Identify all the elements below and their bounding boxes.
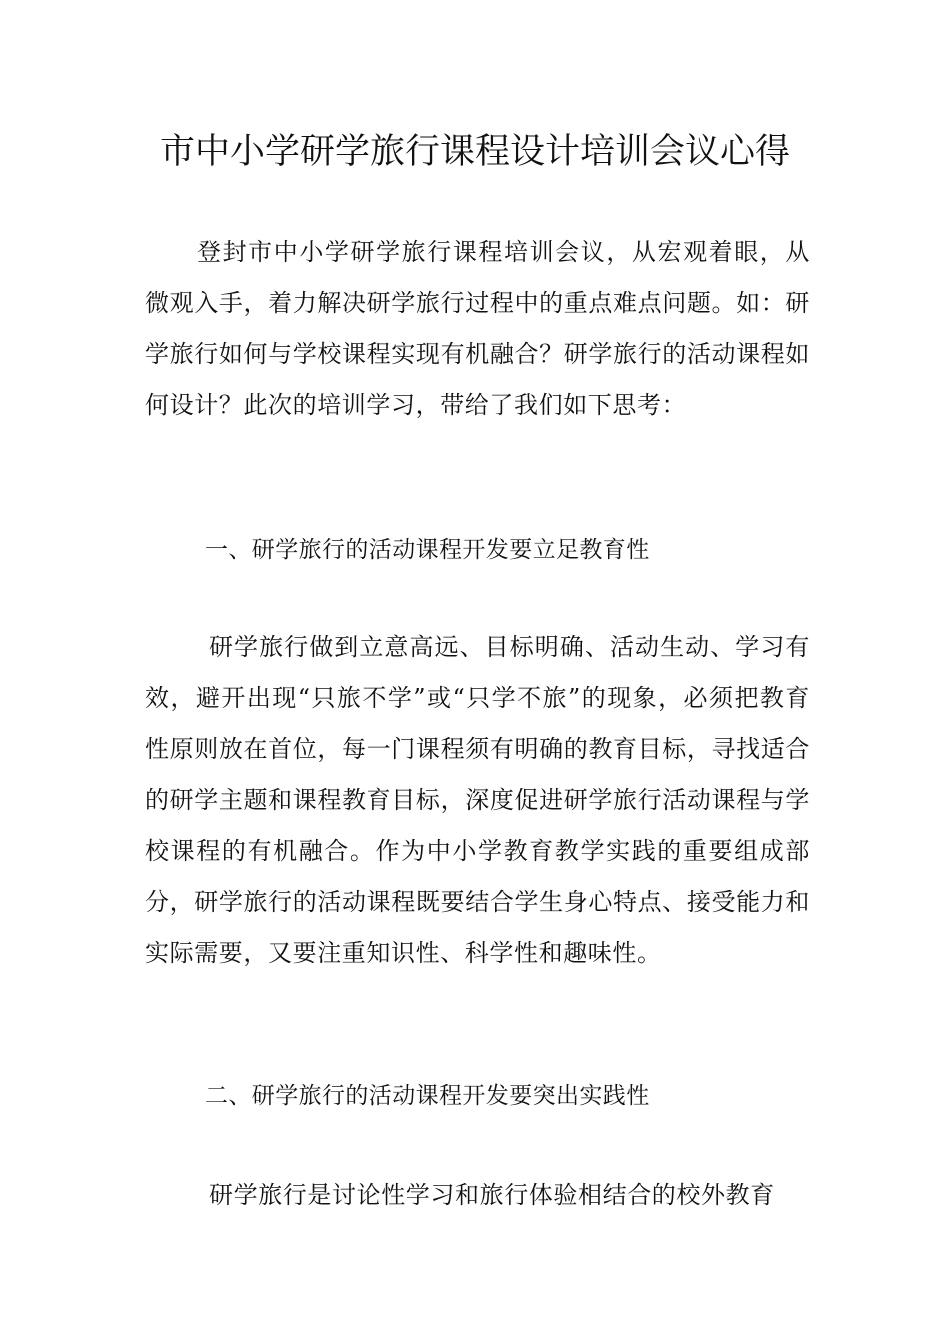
section-1-heading: 一、研学旅行的活动课程开发要立足教育性 — [205, 537, 650, 563]
intro-paragraph: 登封市中小学研学旅行课程培训会议，从宏观着眼，从微观入手，着力解决研学旅行过程中的重点难点问题。如：研学旅行如何与学校课程实现有机融合？研学旅行的活动课程如何设计？此次的培训学习，带给了我们如下思考： — [145, 238, 810, 419]
section-2-paragraph: 研学旅行是讨论性学习和旅行体验相结合的校外教育 — [209, 1181, 775, 1209]
document-title: 市中小学研学旅行课程设计培训会议心得 — [159, 132, 790, 172]
section-2-heading: 二、研学旅行的活动课程开发要突出实践性 — [205, 1083, 650, 1109]
section-1-paragraph: 研学旅行做到立意高远、目标明确、活动生动、学习有效，避开出现“只旅不学”或“只学不旅”的现象，必须把教育性原则放在首位，每一门课程须有明确的教育目标，寻找适合的研学主题和课程教育目标，深度促进研学旅行活动课程与学校课程的有机融合。作为中小学教育教学实践的重要组成部分，研学旅行的活动课程既要结合学生身心特点、接受能力和实际需要，又要注重知识性、科学性和趣味性。 — [145, 633, 810, 967]
